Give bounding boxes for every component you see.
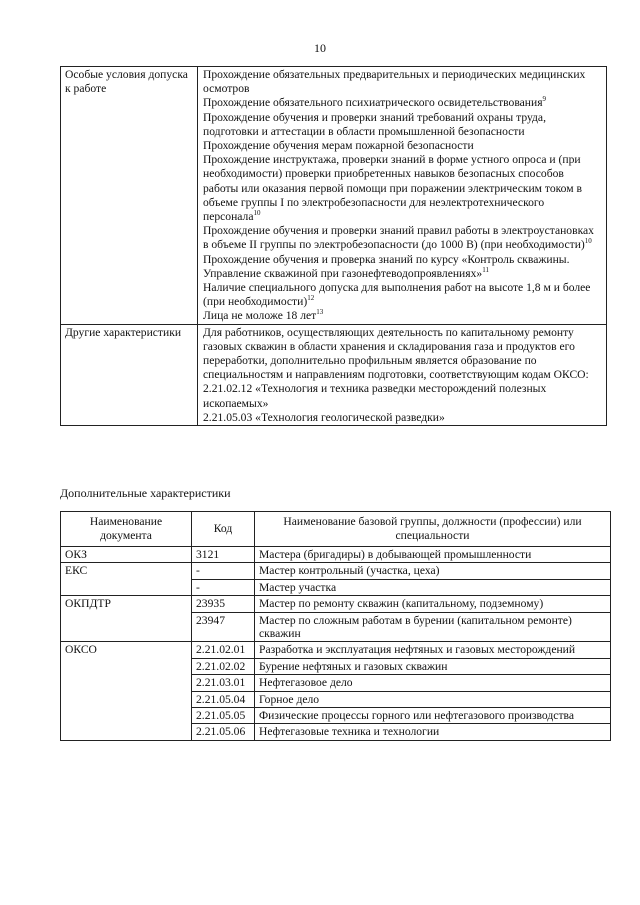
code-cell: 2.21.05.04 xyxy=(192,691,255,707)
requirement-row xyxy=(61,67,607,325)
requirement-label: Другие характеристики xyxy=(61,324,198,425)
group-name-cell: Мастер участка xyxy=(255,579,611,595)
code-cell: 2.21.05.05 xyxy=(192,708,255,724)
group-name-cell: Нефтегазовые техника и технологии xyxy=(255,724,611,740)
document-name-cell: ОКЗ xyxy=(61,547,192,563)
footnote-ref: 10 xyxy=(584,237,592,246)
code-cell: - xyxy=(192,563,255,579)
group-name-cell: Мастера (бригадиры) в добывающей промышленности xyxy=(255,547,611,563)
requirement-line xyxy=(203,224,602,252)
requirement-line-text: Прохождение обучения и проверки знаний требований охраны труда, подготовки и аттестации в области промышленной безопасности xyxy=(203,110,546,138)
requirement-line xyxy=(203,281,602,309)
footnote-ref: 11 xyxy=(482,265,489,274)
requirement-line-text: 2.21.05.03 «Технология геологической разведки» xyxy=(203,410,445,424)
footnote-ref: 12 xyxy=(307,294,315,303)
table-row xyxy=(61,563,611,579)
header-group-name: Наименование базовой группы, должности (профессии) или специальности xyxy=(255,512,611,547)
table-row xyxy=(61,596,611,612)
group-name-cell: Физические процессы горного или нефтегазового производства xyxy=(255,708,611,724)
group-name-cell: Бурение нефтяных и газовых скважин xyxy=(255,658,611,674)
header-document-name: Наименование документа xyxy=(61,512,192,547)
group-name-cell: Разработка и эксплуатация нефтяных и газовых месторождений xyxy=(255,642,611,658)
code-cell: 2.21.02.02 xyxy=(192,658,255,674)
requirement-line-text: Прохождение обязательного психиатрического освидетельствования xyxy=(203,96,543,110)
code-cell: 2.21.05.06 xyxy=(192,724,255,740)
group-name-cell: Мастер по сложным работам в бурении (капитальном ремонте) скважин xyxy=(255,612,611,642)
requirement-value xyxy=(198,67,607,325)
requirement-line xyxy=(203,309,602,323)
document-name-cell: ОКПДТР xyxy=(61,596,192,642)
document-name-cell: ЕКС xyxy=(61,563,192,596)
group-name-cell: Горное дело xyxy=(255,691,611,707)
requirement-line xyxy=(203,111,602,139)
requirement-line-text: Для работников, осуществляющих деятельность по капитальному ремонту газовых скважин в области хранения и складирования газа и продуктов его переработки, дополнительно профильным является образование по специальностям и направлениям подготовки, соответствующим кодам ОКСО: xyxy=(203,325,589,382)
footnote-ref: 10 xyxy=(253,209,261,218)
group-name-cell: Мастер контрольный (участка, цеха) xyxy=(255,563,611,579)
requirement-line-text: Прохождение обязательных предварительных и периодических медицинских осмотров xyxy=(203,68,586,96)
requirements-table xyxy=(60,66,607,426)
requirement-row xyxy=(61,324,607,425)
footnote-ref: 13 xyxy=(316,308,324,317)
additional-characteristics-table xyxy=(60,511,611,741)
requirement-line xyxy=(203,96,602,110)
requirement-line xyxy=(203,382,602,410)
group-name-cell: Нефтегазовое дело xyxy=(255,675,611,691)
requirement-line xyxy=(203,326,602,383)
header-row xyxy=(61,512,611,547)
code-cell: 2.21.03.01 xyxy=(192,675,255,691)
table-row xyxy=(61,642,611,658)
requirement-value xyxy=(198,324,607,425)
document-name-cell: ОКСО xyxy=(61,642,192,740)
requirement-line xyxy=(203,253,602,281)
section-title: Дополнительные характеристики xyxy=(60,486,231,500)
requirement-line-text: Прохождение инструктажа, проверки знаний в форме устного опроса и (при необходимости) проверки приобретенных навыков безопасных способов работы или оказания первой помощи при поражении электрическим током в объеме группы I по электробезопасности для неэлектротехнического персонала xyxy=(203,153,582,224)
requirement-line-text: Прохождение обучения и проверка знаний по курсу «Контроль скважины. Управление скважиной при газонефтеводопроявлениях» xyxy=(203,252,570,280)
requirement-line xyxy=(203,411,602,425)
header-code: Код xyxy=(192,512,255,547)
code-cell: 23947 xyxy=(192,612,255,642)
page-number: 10 xyxy=(314,41,326,55)
footnote-ref: 9 xyxy=(542,95,547,104)
requirement-label: Особые условия допуска к работе xyxy=(61,67,198,325)
requirement-line xyxy=(203,153,602,224)
code-cell: - xyxy=(192,579,255,595)
requirement-line xyxy=(203,139,602,153)
group-name-cell: Мастер по ремонту скважин (капитальному, подземному) xyxy=(255,596,611,612)
requirement-line-text: Прохождение обучения и проверки знаний правил работы в электроустановках в объеме II группы по электробезопасности (до 1000 В) (при необходимости) xyxy=(203,224,594,252)
requirement-line-text: Лица не моложе 18 лет xyxy=(203,309,317,323)
code-cell: 2.21.02.01 xyxy=(192,642,255,658)
code-cell: 23935 xyxy=(192,596,255,612)
requirement-line-text: Наличие специального допуска для выполнения работ на высоте 1,8 м и более (при необходимости) xyxy=(203,281,591,309)
requirement-line-text: 2.21.02.12 «Технология и техника разведки месторождений полезных ископаемых» xyxy=(203,382,547,410)
requirement-line xyxy=(203,68,602,96)
code-cell: 3121 xyxy=(192,547,255,563)
requirement-line-text: Прохождение обучения мерам пожарной безопасности xyxy=(203,139,474,153)
table-row xyxy=(61,547,611,563)
